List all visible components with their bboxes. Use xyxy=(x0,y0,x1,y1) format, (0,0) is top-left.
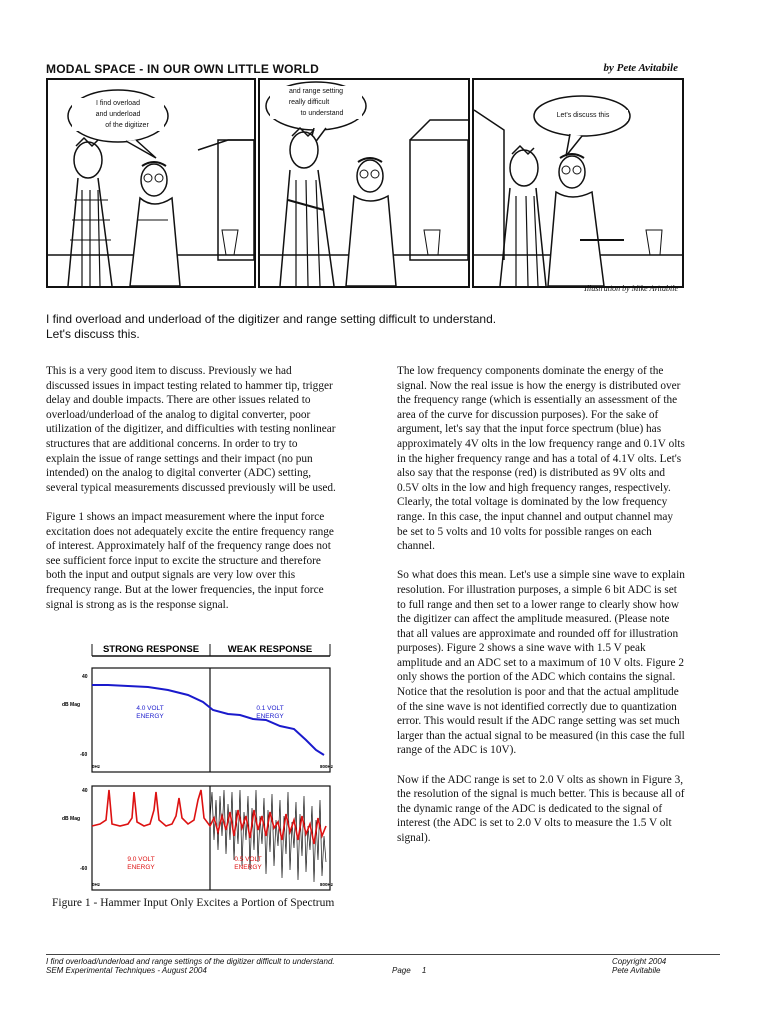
bottom-right-energy-l2: ENERGY xyxy=(234,864,262,871)
comic-panel-3 xyxy=(472,78,684,288)
bottom-xmin: 0Hz xyxy=(92,882,101,887)
comic-panel-1 xyxy=(46,78,256,288)
byline: by Pete Avitabile xyxy=(603,62,678,74)
footer-left: I find overload/underload and range settings of the digitizer difficult to understand. SEM Experimental Techniques - August 2004 xyxy=(46,957,335,975)
top-xmin: 0Hz xyxy=(92,764,101,769)
top-right-energy-l2: ENERGY xyxy=(256,713,284,720)
figure-1-graphic xyxy=(48,640,358,900)
paragraph: The low frequency components dominate the energy of the signal. Now the real issue is how the energy is distributed over the frequency range (which is essentially an assessment of the area of the curve for discussion purposes). For the sake of argument, let's say that the input force spectrum (blue) has approximately 4V olts in the low frequency range and 0.1V olts in the higher frequency range and has a total of 4.1V olts. Let's also say that the response (red) is distributed as 9V olts and 0.5V olts in the low and high frequency ranges, respectively. Clearly, the total voltage is dominated by the low frequency range. In this case, the input channel and output channel may be set to 5 volts and 10 volts for possible ranges on each channel. xyxy=(397,365,685,553)
right-column xyxy=(397,364,737,860)
strong-response-label: STRONG RESPONSE xyxy=(102,644,200,655)
footer-rule xyxy=(46,954,720,955)
speech-bubble-2: and range setting really difficult to understand xyxy=(270,86,362,119)
bottom-ylabel: dB Mag xyxy=(62,816,81,822)
paragraph: So what does this mean. Let's use a simple sine wave to explain resolution. For illustration purposes, a simple 6 bit ADC is set to full range and then set to a lower range to clearly show how the digitizer can affect the amplitude measured. (Please note that all values are approximate and rounded off for illustration purposes). Figure 2 shows a sine wave with 1.5 V peak amplitude and an ADC set to a maximum of 10 V olts. Figure 2 only shows the portion of the ADC which contains the signal. Notice that the resolution is poor and that the actual amplitude of the sine wave is not identified correctly due to quantization error. This would result if the ADC range setting was set much larger than the actual signal to be measured (in this case the full range of the ADC is 10V). xyxy=(397,569,685,757)
top-left-energy-l1: 4.0 VOLT xyxy=(136,705,164,712)
bottom-ymax: 40 xyxy=(82,788,88,794)
figure-1-caption: Figure 1 - Hammer Input Only Excites a Portion of Spectrum xyxy=(52,897,335,909)
footer-page: Page 1 xyxy=(392,966,427,975)
footer-right: Copyright 2004 Pete Avitabile xyxy=(612,957,667,975)
illustration-credit: Illustration by Mike Avitabile xyxy=(584,284,678,293)
bottom-right-energy-l1: 0.5 VOLT xyxy=(234,856,262,863)
paragraph: Now if the ADC range is set to 2.0 V olts as shown in Figure 3, the resolution of the signal is much better. This is because all of the dynamic range of the ADC is dedicated to the signal of interest (the ADC is set to 2.0 V olts to measure the 1.5 V olt signal). xyxy=(397,773,685,844)
comic-panel-2 xyxy=(258,78,470,288)
bottom-left-energy-l2: ENERGY xyxy=(127,864,155,871)
top-xmax: 800Hz xyxy=(320,764,334,769)
top-ylabel: dB Mag xyxy=(62,702,81,708)
article-title: MODAL SPACE - IN OUR OWN LITTLE WORLD xyxy=(46,62,319,76)
top-ymin: -60 xyxy=(80,752,88,758)
speech-bubble-1: I find overload and underload of the digitizer xyxy=(72,98,164,131)
bottom-ymin: -60 xyxy=(80,866,88,872)
top-ymax: 40 xyxy=(82,674,88,680)
bottom-xmax: 800Hz xyxy=(320,882,334,887)
top-plot-frame xyxy=(92,668,330,772)
top-left-energy-l2: ENERGY xyxy=(136,713,164,720)
paragraph: This is a very good item to discuss. Previously we had discussed issues in impact testing related to hammer tip, trigger delay and double impacts. There are other issues related to overload/underload of the analog to digital converter, poor utilization of the digitizer, and difficulties with testing nonlinear structures that are additional concerns. In order to try to explain the issue of range settings and their impact (no pun intended) on the analog to digital converter (ADC) setting, several typical measurements discussed previously will be used. xyxy=(46,365,336,494)
left-column xyxy=(46,364,376,627)
bottom-left-energy-l1: 9.0 VOLT xyxy=(127,856,155,863)
page-header xyxy=(46,62,678,76)
paragraph: Figure 1 shows an impact measurement where the input force excitation does not adequately excite the entire frequency range of interest. Approximately half of the frequency range does not see sufficient force input to excite the structure and therefore both the input and output signals are very low over this frequency range. But at the lower frequencies, the input force signal is strong as is the response signal. xyxy=(46,510,334,611)
speech-bubble-3: Let's discuss this xyxy=(538,110,628,121)
lead-question: I find overload and underload of the digitizer and range setting difficult to understand. Let's discuss this. xyxy=(46,312,497,341)
figure-1 xyxy=(48,640,358,900)
top-right-energy-l1: 0.1 VOLT xyxy=(256,705,284,712)
weak-response-label: WEAK RESPONSE xyxy=(227,644,313,655)
